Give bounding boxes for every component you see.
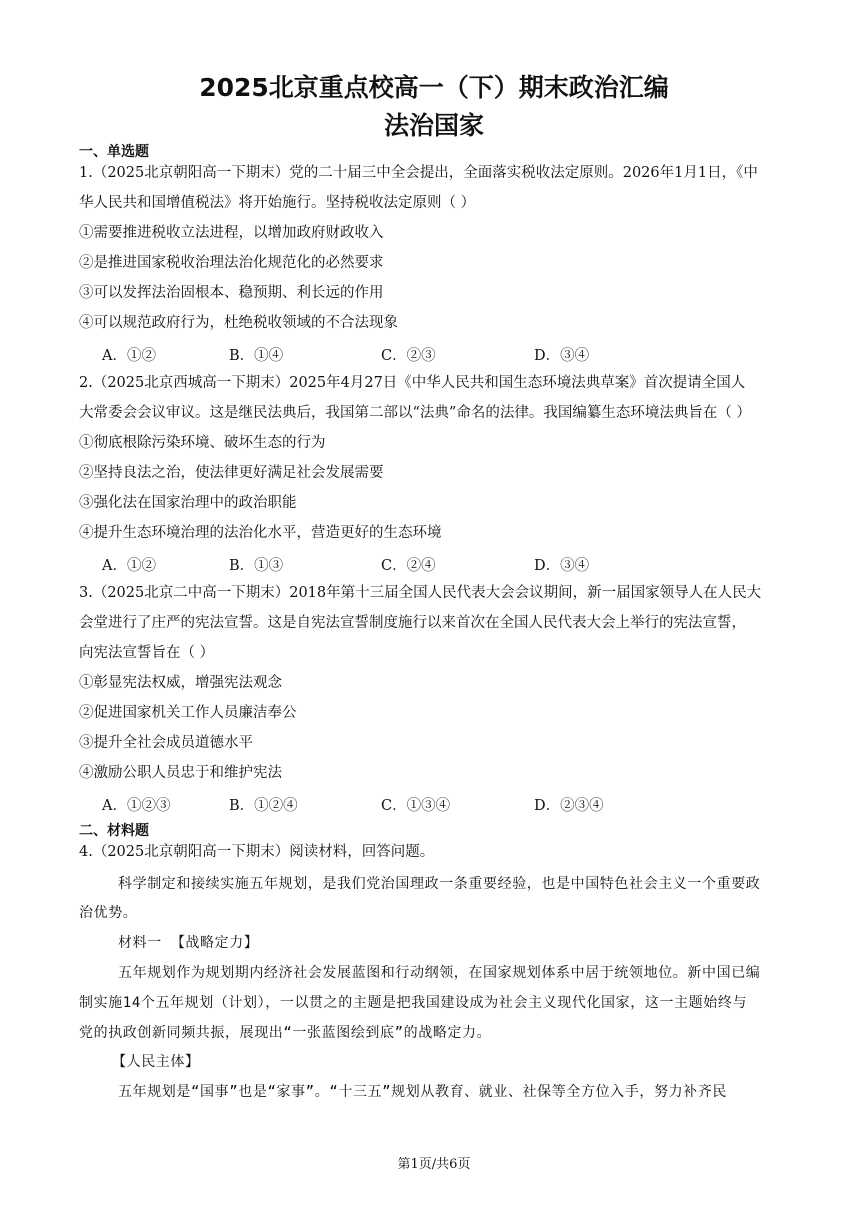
question-4-stem: 4.（2025北京朝阳高一下期末）阅读材料，回答问题。 [79,844,435,860]
question-3-statement-4: ④激励公职人员忠于和维护宪法 [79,765,282,781]
question-3-stem-cont: 会堂进行了庄严的宪法宣誓。这是自宪法宣誓制度施行以来首次在全国人民代表大会上举行的宪法宣誓， [79,615,746,631]
question-2-stem-cont: 大常委会会议审议。这是继民法典后，我国第二部以“法典”命名的法律。我国编纂生态环境法典旨在（ ） [79,405,751,421]
question-1-statement-2: ②是推进国家税收治理法治化规范化的必然要求 [79,255,384,271]
question-2-statement-2: ②坚持良法之治，使法律更好满足社会发展需要 [79,465,384,481]
material-one-line-2: 制实施14个五年规划（计划），一以贯之的主题是把我国建设成为社会主义现代化国家，这一主题始终与 [79,995,748,1011]
section-heading-material: 二、材料题 [79,823,149,839]
section-heading-single-choice: 一、单选题 [79,144,149,160]
option-b: B．①④ [229,348,284,364]
material-people-heading: 【人民主体】 [112,1054,200,1070]
material-intro-line-1: 科学制定和接续实施五年规划，是我们党治国理政一条重要经验，也是中国特色社会主义一个重要政 [118,876,761,892]
option-a: A．①② [102,558,156,574]
question-2-statement-4: ④提升生态环境治理的法治化水平，营造更好的生态环境 [79,525,442,541]
option-d: D．②③④ [534,798,604,814]
option-c: C．①③④ [381,798,451,814]
question-3-stem: 3.（2025北京二中高一下期末）2018年第十三届全国人民代表大会会议期间，新一届国家领导人在人民大 [79,585,762,601]
question-3-statement-2: ②促进国家机关工作人员廉洁奉公 [79,705,297,721]
page-title: 2025北京重点校高一（下）期末政治汇编 [199,73,669,102]
question-1-statement-3: ③可以发挥法治固根本、稳预期、利长远的作用 [79,285,384,301]
question-3-options [79,794,799,812]
material-one-heading: 材料一 【战略定力】 [118,935,259,951]
option-d: D．③④ [534,558,590,574]
material-people-line-1: 五年规划是“国事”也是“家事”。“十三五”规划从教育、就业、社保等全方位入手，努力补齐民 [118,1084,727,1100]
option-d: D．③④ [534,348,590,364]
material-intro-line-2: 治优势。 [79,905,138,921]
question-3-statement-3: ③提升全社会成员道德水平 [79,735,253,751]
question-2-options [79,554,799,572]
page-number-footer: 第1页/共6页 [397,1157,471,1172]
question-2-statement-1: ①彻底根除污染环境、破坏生态的行为 [79,435,326,451]
question-2-statement-3: ③强化法在国家治理中的政治职能 [79,495,297,511]
question-1-statement-4: ④可以规范政府行为，杜绝税收领域的不合法现象 [79,315,398,331]
material-one-line-3: 党的执政创新同频共振，展现出“一张蓝图绘到底”的战略定力。 [79,1025,492,1041]
option-b: B．①③ [229,558,284,574]
option-b: B．①②④ [229,798,298,814]
question-2-stem: 2.（2025北京西城高一下期末）2025年4月27日《中华人民共和国生态环境法典草案》首次提请全国人 [79,375,746,391]
question-1-options [79,344,799,362]
option-c: C．②④ [381,558,436,574]
option-a: A．①② [102,348,156,364]
option-a: A．①②③ [102,798,171,814]
question-1-stem: 1.（2025北京朝阳高一下期末）党的二十届三中全会提出，全面落实税收法定原则。2026年1月1日，《中 [79,165,758,181]
question-1-stem-cont: 华人民共和国增值税法》将开始施行。坚持税收法定原则（ ） [79,195,476,211]
page-subtitle: 法治国家 [383,111,484,140]
material-one-line-1: 五年规划作为规划期内经济社会发展蓝图和行动纲领，在国家规划体系中居于统领地位。新中国已编 [118,965,761,981]
question-1-statement-1: ①需要推进税收立法进程，以增加政府财政收入 [79,225,384,241]
option-c: C．②③ [381,348,436,364]
question-3-statement-1: ①彰显宪法权威，增强宪法观念 [79,675,282,691]
question-3-stem-cont-2: 向宪法宣誓旨在（ ） [79,645,215,661]
